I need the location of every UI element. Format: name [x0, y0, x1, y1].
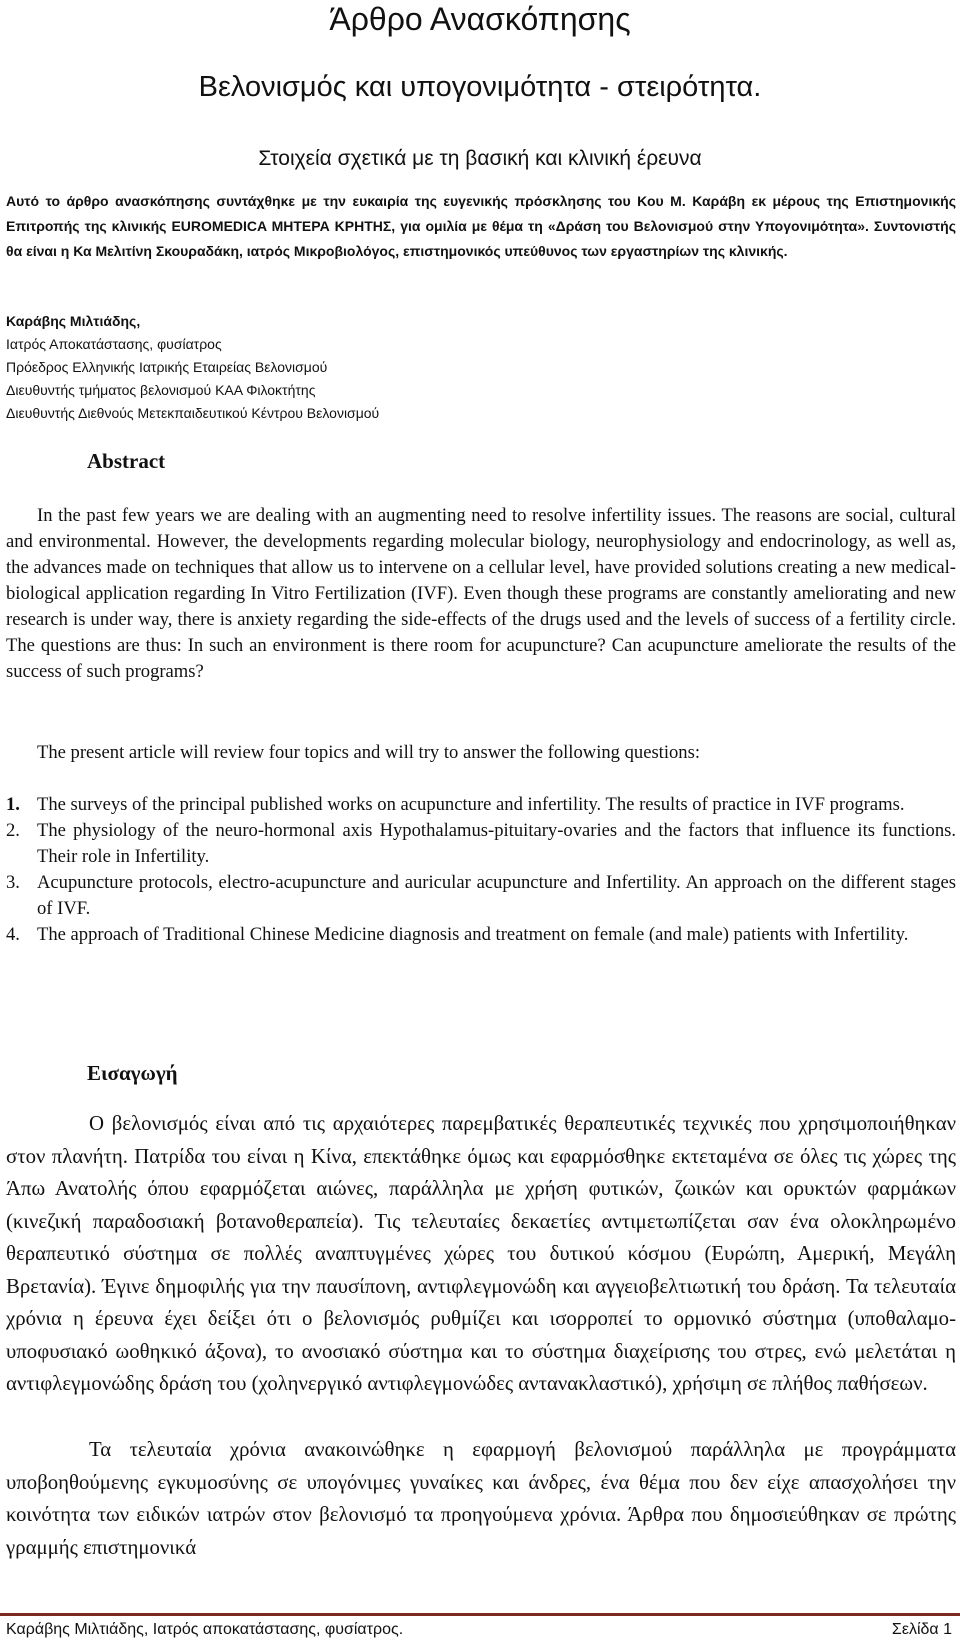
- footer-author: Καράβης Μιλτιάδης, Ιατρός αποκατάστασης, φυσίατρος.: [6, 1621, 404, 1638]
- question-list: [6, 792, 956, 948]
- abstract-paragraph: In the past few years we are dealing with an augmenting need to resolve infertility issues. The reasons are social, cultural and environmental. However, the developments regarding molecular biology, neurophysiology and endocrinology, as well as, the advances made on techniques that allow us to intervene on a cellular level, have provided solutions creating a new medical-biological application regarding In Vitro Fertilization (IVF). Even though these programs are constantly ameliorating and new research is under way, there is anxiety regarding the side-effects of the drugs used and the levels of success of a fertility circle. The questions are thus: In such an environment is there room for acupuncture? Can acupuncture ameliorate the results of the success of such programs?: [6, 505, 956, 682]
- footer-rule: [0, 1613, 960, 1616]
- introduction-paragraph: Τα τελευταία χρόνια ανακοινώθηκε η εφαρμογή βελονισμού παράλληλα με προγράμματα υποβοηθούμενης εγκυμοσύνης σε υπογόνιμες γυναίκες και άνδρες, ένα θέμα που δεν είχε απασχολήσει την κοινότητα των ειδικών ιατρών στον βελονισμό τα προηγούμενα χρόνια. Άρθρα που δημοσιεύθηκαν σε πρώτης γραμμής επιστημονικά: [6, 1438, 956, 1559]
- author-affiliation: Διευθυντής Διεθνούς Μετεκπαιδευτικού Κέντρου Βελονισμού: [6, 405, 380, 421]
- list-item: [6, 922, 956, 948]
- list-item-text: The approach of Traditional Chinese Medicine diagnosis and treatment on female (and male) patients with Infertility.: [37, 924, 909, 945]
- list-number: 4.: [6, 924, 20, 945]
- list-item: [6, 870, 956, 922]
- author-affiliation: Πρόεδρος Ελληνικής Ιατρικής Εταιρείας Βελονισμού: [6, 359, 328, 375]
- introduction-paragraph: Ο βελονισμός είναι από τις αρχαιότερες παρεμβατικές θεραπευτικές τεχνικές που χρησιμοποιήθηκαν στον πλανήτη. Πατρίδα του είναι η Κίνα, επεκτάθηκε όμως και εφαρμόσθηκε εκτεταμένα σε όλες τις χώρες της Άπω Ανατολής όπου εφαρμόζεται αιώνες, παράλληλα με χρήση φυτικών, ζωικών και ορυκτών φαρμάκων (κινεζική παραδοσιακή βοτανοθεραπεία). Τις τελευταίες δεκαετίες αντιμετωπίζεται σαν ένα ολοκληρωμένο θεραπευτικό σύστημα σε πολλές αναπτυγμένες χώρες του δυτικού κόσμου (Ευρώπη, Αμερική, Μεγάλη Βρετανία). Έγινε δημοφιλής για την παυσίπονη, αντιφλεγμονώδη και αγγειοβελτιωτική του δράση. Τα τελευταία χρόνια η έρευνα έχει δείξει ότι ο βελονισμός ρυθμίζει και ισορροπεί το ορμονικό σύστημα (υποθαλαμο-υποφυσιακό ωοθηκικό άξονα), το ανοσιακό σύστημα και το σύστημα διαχείρισης του στρες, ενώ μελετάται η αντιφλεγμονώδης δράση του (χοληνεργικό αντιφλεγμονώδες αντανακλαστικό), χρήσιμη σε πλήθος παθήσεων.: [6, 1112, 956, 1395]
- page-number: Σελίδα 1: [891, 1621, 952, 1638]
- list-item-text: The surveys of the principal published works on acupuncture and infertility. The results of practice in IVF programs.: [37, 794, 905, 815]
- article-title: Βελονισμός και υπογονιμότητα - στειρότητα.: [198, 71, 762, 103]
- author-affiliation: Ιατρός Αποκατάστασης, φυσίατρος: [6, 336, 222, 352]
- list-number: 3.: [6, 872, 20, 893]
- abstract-heading: Abstract: [87, 449, 166, 473]
- list-item: [6, 818, 956, 870]
- abstract-paragraph: The present article will review four topics and will try to answer the following questions:: [37, 742, 701, 763]
- intro-note: Αυτό το άρθρο ανασκόπησης συντάχθηκε με την ευκαιρία της ευγενικής πρόσκλησης του Κου Μ. Καράβη εκ μέρους της Επιστημονικής Επιτροπής της κλινικής EUROMEDICA ΜΗΤΕΡΑ ΚΡΗΤΗΣ, για ομιλία με θέμα τη «Δράση του Βελονισμού στην Υπογονιμότητα». Συντονιστής θα είναι η Κα Μελιτίνη Σκουραδάκη, ιατρός Μικροβιολόγος, επιστημονικός υπεύθυνος των εργαστηρίων της κλινικής.: [6, 193, 956, 259]
- list-item-text: Acupuncture protocols, electro-acupuncture and auricular acupuncture and Infertility. An approach on the different stages of IVF.: [37, 872, 956, 919]
- document-type: Άρθρο Ανασκόπησης: [329, 1, 631, 37]
- list-number: 2.: [6, 820, 20, 841]
- author-block: [6, 310, 946, 425]
- author-affiliation: Διευθυντής τμήματος βελονισμού ΚΑΑ Φιλοκτήτης: [6, 382, 316, 398]
- list-item: [6, 792, 956, 818]
- list-item-text: The physiology of the neuro-hormonal axis Hypothalamus-pituitary-ovaries and the factors that influence its functions. Their role in Infertility.: [37, 820, 956, 867]
- article-subtitle: Στοιχεία σχετικά με τη βασική και κλινική έρευνα: [258, 147, 702, 170]
- list-number: 1.: [6, 794, 20, 815]
- author-name: Καράβης Μιλτιάδης,: [6, 313, 141, 329]
- introduction-heading: Εισαγωγή: [87, 1061, 178, 1085]
